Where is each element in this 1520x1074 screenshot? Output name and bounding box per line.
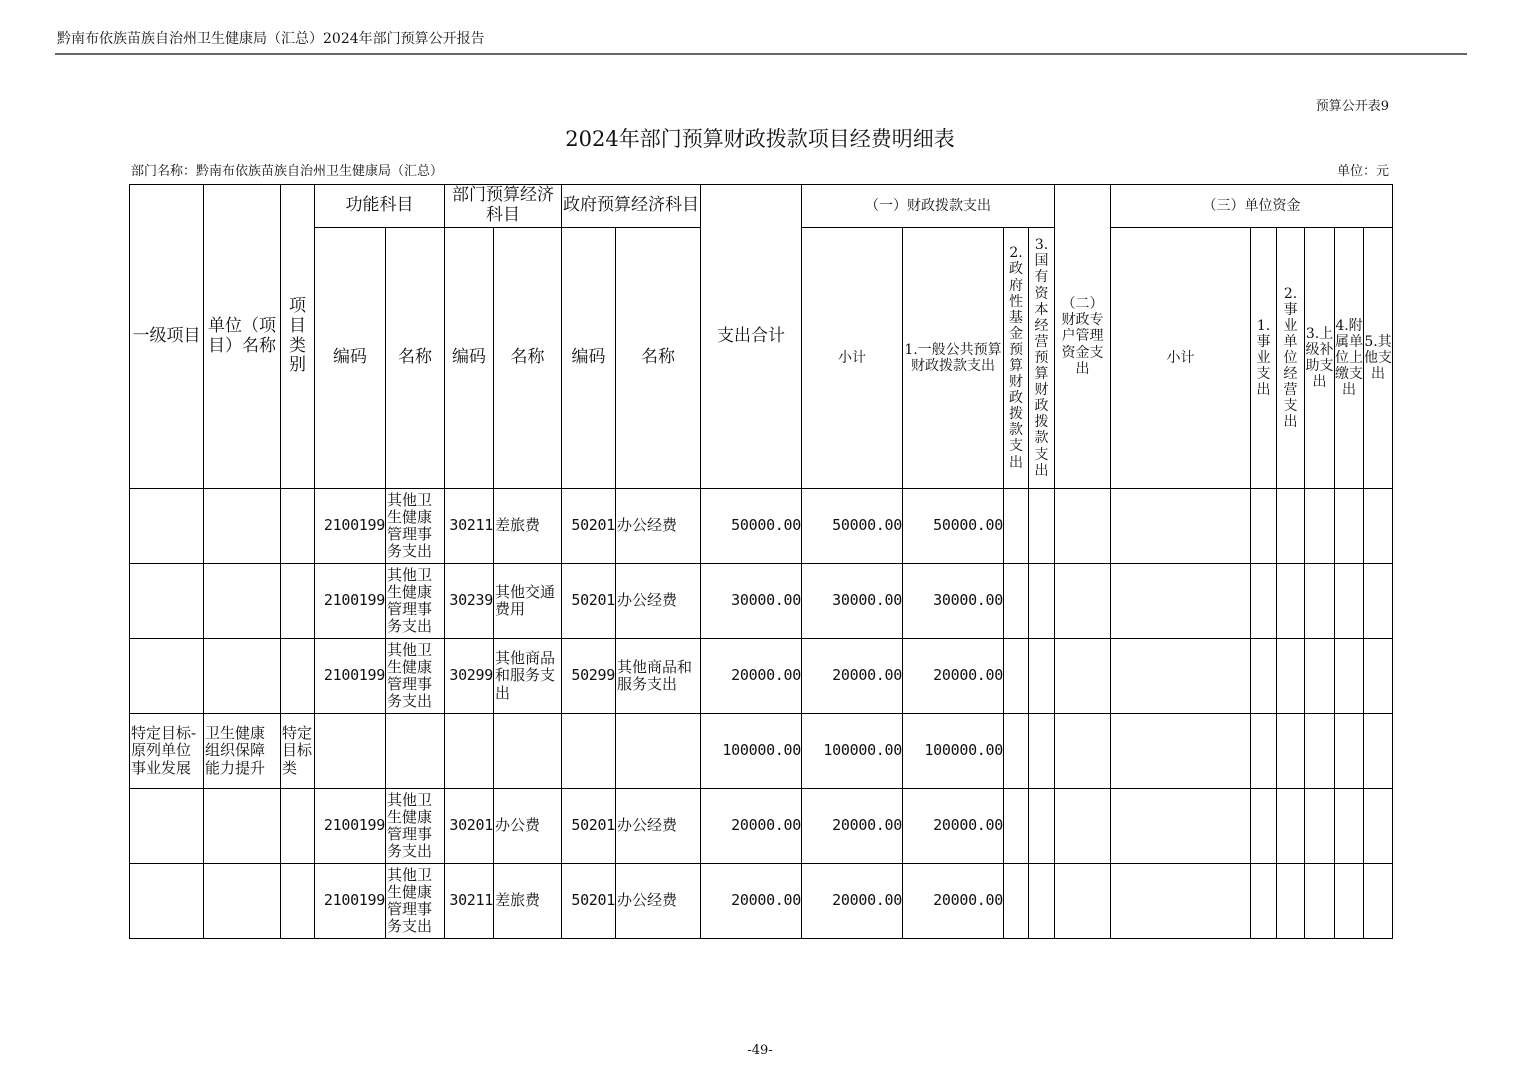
cell-gov-code: 50201 — [562, 789, 616, 864]
cell-gov-name — [616, 714, 701, 789]
cell-subtotal: 20000.00 — [802, 864, 903, 939]
header-general: 1.一般公共预算财政拨款支出 — [903, 228, 1004, 489]
header-special: （二）财政专户管理资金支出 — [1055, 185, 1111, 489]
cell-lvl1: 特定目标-原列单位事业发展 — [130, 714, 204, 789]
cell-dept-name: 其他交通费用 — [494, 564, 562, 639]
cell-dept-name: 其他商品和服务支出 — [494, 639, 562, 714]
cell-empty — [1004, 789, 1029, 864]
header-dept-econ: 部门预算经济科目 — [445, 185, 562, 228]
header-state-capital: 3.国有资本经营预算财政拨款支出 — [1029, 228, 1055, 489]
cell-dept-name: 差旅费 — [494, 864, 562, 939]
cell-unit — [204, 489, 281, 564]
cell-empty — [1111, 789, 1251, 864]
cell-dept-code: 30201 — [445, 789, 494, 864]
cell-empty — [1004, 639, 1029, 714]
cell-lvl1 — [130, 639, 204, 714]
cell-empty — [1364, 564, 1393, 639]
cell-empty — [1335, 789, 1364, 864]
cell-empty — [1251, 714, 1277, 789]
header-dept-code: 编码 — [445, 228, 494, 489]
cell-empty — [1277, 789, 1305, 864]
cell-general: 20000.00 — [903, 864, 1004, 939]
cell-gov-name: 办公经费 — [616, 489, 701, 564]
cell-func-code — [315, 714, 386, 789]
cell-subtotal: 20000.00 — [802, 789, 903, 864]
cell-unit — [204, 789, 281, 864]
header-gov-name: 名称 — [616, 228, 701, 489]
budget-table — [129, 184, 1393, 939]
table-row — [130, 789, 1393, 864]
cell-general: 100000.00 — [903, 714, 1004, 789]
cell-empty — [1004, 489, 1029, 564]
cell-empty — [1004, 714, 1029, 789]
cell-gov-code: 50201 — [562, 489, 616, 564]
header-unit-name: 单位（项目）名称 — [204, 185, 281, 489]
cell-dept-name: 办公费 — [494, 789, 562, 864]
cell-unit — [204, 564, 281, 639]
header-u4: 4.附属单位上缴支出 — [1335, 228, 1364, 489]
cell-empty — [1277, 639, 1305, 714]
cell-gov-name: 办公经费 — [616, 864, 701, 939]
cell-empty — [1029, 714, 1055, 789]
cell-gov-name: 其他商品和服务支出 — [616, 639, 701, 714]
table-body — [130, 489, 1393, 939]
cell-empty — [1277, 564, 1305, 639]
cell-total: 30000.00 — [701, 564, 802, 639]
table-row — [130, 639, 1393, 714]
cell-lvl1 — [130, 789, 204, 864]
cell-subtotal: 20000.00 — [802, 639, 903, 714]
cell-func-name — [386, 714, 445, 789]
cell-unit — [204, 864, 281, 939]
cell-empty — [1305, 639, 1335, 714]
cell-empty — [1305, 714, 1335, 789]
cell-func-name: 其他卫生健康管理事务支出 — [386, 864, 445, 939]
cell-gov-code: 50201 — [562, 564, 616, 639]
cell-dept-code: 30299 — [445, 639, 494, 714]
cell-empty — [1305, 864, 1335, 939]
cell-subtotal: 30000.00 — [802, 564, 903, 639]
cell-unit: 卫生健康组织保障能力提升 — [204, 714, 281, 789]
cell-empty — [1364, 489, 1393, 564]
cell-subtotal: 100000.00 — [802, 714, 903, 789]
header-gov-code: 编码 — [562, 228, 616, 489]
cell-dept-code: 30211 — [445, 489, 494, 564]
department-name: 部门名称：黔南布依族苗族自治州卫生健康局（汇总） — [131, 164, 444, 179]
cell-gov-code: 50299 — [562, 639, 616, 714]
cell-lvl1 — [130, 564, 204, 639]
cell-empty — [1277, 714, 1305, 789]
cell-empty — [1364, 789, 1393, 864]
cell-empty — [1029, 489, 1055, 564]
cell-empty — [1029, 564, 1055, 639]
cell-total: 50000.00 — [701, 489, 802, 564]
header-func: 功能科目 — [315, 185, 445, 228]
cell-empty — [1305, 789, 1335, 864]
cell-func-code: 2100199 — [315, 489, 386, 564]
header-fiscal: （一）财政拨款支出 — [802, 185, 1055, 228]
header-category: 项目类别 — [281, 185, 315, 489]
cell-empty — [1029, 639, 1055, 714]
header-unit-funds: （三）单位资金 — [1111, 185, 1393, 228]
document-header: 黔南布依族苗族自治州卫生健康局（汇总）2024年部门预算公开报告 — [57, 31, 485, 47]
cell-cat — [281, 864, 315, 939]
cell-gov-code: 50201 — [562, 864, 616, 939]
table-row — [130, 564, 1393, 639]
cell-empty — [1029, 864, 1055, 939]
cell-empty — [1029, 789, 1055, 864]
cell-total: 20000.00 — [701, 789, 802, 864]
cell-lvl1 — [130, 864, 204, 939]
cell-dept-name: 差旅费 — [494, 489, 562, 564]
header-dept-name: 名称 — [494, 228, 562, 489]
header-total: 支出合计 — [701, 185, 802, 489]
table-row — [130, 864, 1393, 939]
cell-general: 20000.00 — [903, 639, 1004, 714]
header-u5: 5.其他支出 — [1364, 228, 1393, 489]
cell-empty — [1251, 489, 1277, 564]
table-header — [130, 185, 1393, 489]
cell-gov-name: 办公经费 — [616, 789, 701, 864]
cell-dept-code — [445, 714, 494, 789]
cell-gov-code — [562, 714, 616, 789]
cell-empty — [1335, 639, 1364, 714]
cell-cat: 特定目标类 — [281, 714, 315, 789]
cell-cat — [281, 564, 315, 639]
cell-empty — [1055, 714, 1111, 789]
cell-empty — [1364, 864, 1393, 939]
cell-total: 20000.00 — [701, 639, 802, 714]
cell-empty — [1364, 639, 1393, 714]
cell-empty — [1251, 864, 1277, 939]
cell-empty — [1335, 489, 1364, 564]
cell-empty — [1111, 564, 1251, 639]
header-func-code: 编码 — [315, 228, 386, 489]
cell-func-name: 其他卫生健康管理事务支出 — [386, 789, 445, 864]
cell-cat — [281, 789, 315, 864]
cell-empty — [1277, 489, 1305, 564]
header-lvl1: 一级项目 — [130, 185, 204, 489]
cell-empty — [1364, 714, 1393, 789]
cell-empty — [1251, 639, 1277, 714]
cell-func-code: 2100199 — [315, 639, 386, 714]
header-u1: 1.事业支出 — [1251, 228, 1277, 489]
cell-total: 100000.00 — [701, 714, 802, 789]
cell-gov-name: 办公经费 — [616, 564, 701, 639]
header-u3: 3.上级补助支出 — [1305, 228, 1335, 489]
cell-empty — [1055, 864, 1111, 939]
cell-empty — [1111, 864, 1251, 939]
header-divider — [55, 53, 1467, 55]
header-gov-fund: 2.政府性基金预算财政拨款支出 — [1004, 228, 1029, 489]
cell-cat — [281, 489, 315, 564]
cell-empty — [1055, 639, 1111, 714]
cell-cat — [281, 639, 315, 714]
cell-empty — [1305, 564, 1335, 639]
cell-general: 50000.00 — [903, 489, 1004, 564]
cell-empty — [1004, 864, 1029, 939]
cell-empty — [1055, 489, 1111, 564]
cell-func-name: 其他卫生健康管理事务支出 — [386, 564, 445, 639]
cell-dept-name — [494, 714, 562, 789]
cell-empty — [1055, 564, 1111, 639]
cell-unit — [204, 639, 281, 714]
cell-empty — [1111, 714, 1251, 789]
header-unit-subtotal: 小计 — [1111, 228, 1251, 489]
cell-empty — [1111, 489, 1251, 564]
cell-empty — [1111, 639, 1251, 714]
cell-empty — [1335, 864, 1364, 939]
cell-general: 20000.00 — [903, 789, 1004, 864]
header-gov-econ: 政府预算经济科目 — [562, 185, 701, 228]
header-fiscal-subtotal: 小计 — [802, 228, 903, 489]
cell-subtotal: 50000.00 — [802, 489, 903, 564]
header-u2: 2.事业单位经营支出 — [1277, 228, 1305, 489]
cell-empty — [1305, 489, 1335, 564]
cell-func-code: 2100199 — [315, 564, 386, 639]
cell-empty — [1277, 864, 1305, 939]
cell-empty — [1004, 564, 1029, 639]
cell-func-code: 2100199 — [315, 864, 386, 939]
cell-dept-code: 30239 — [445, 564, 494, 639]
cell-func-name: 其他卫生健康管理事务支出 — [386, 489, 445, 564]
cell-empty — [1055, 789, 1111, 864]
cell-dept-code: 30211 — [445, 864, 494, 939]
page-title: 2024年部门预算财政拨款项目经费明细表 — [565, 127, 955, 151]
cell-empty — [1251, 564, 1277, 639]
cell-empty — [1335, 564, 1364, 639]
header-func-name: 名称 — [386, 228, 445, 489]
table-row — [130, 489, 1393, 564]
cell-total: 20000.00 — [701, 864, 802, 939]
page-number: -49- — [747, 1043, 773, 1058]
cell-func-name: 其他卫生健康管理事务支出 — [386, 639, 445, 714]
cell-empty — [1335, 714, 1364, 789]
currency-unit: 单位：元 — [1336, 164, 1389, 179]
form-number: 预算公开表9 — [1315, 99, 1389, 114]
table-row — [130, 714, 1393, 789]
cell-lvl1 — [130, 489, 204, 564]
cell-func-code: 2100199 — [315, 789, 386, 864]
cell-general: 30000.00 — [903, 564, 1004, 639]
cell-empty — [1251, 789, 1277, 864]
